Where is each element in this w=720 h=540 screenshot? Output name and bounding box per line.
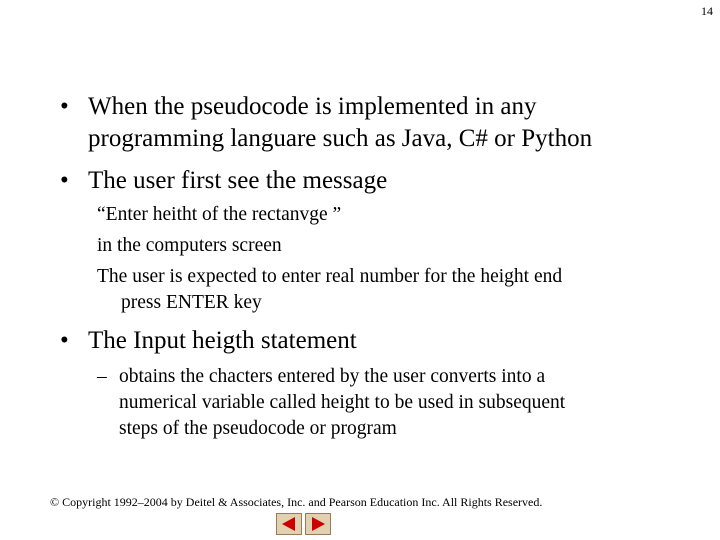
bullet-user-message (60, 165, 680, 197)
input-explanation (97, 364, 657, 442)
arrow-right-icon (306, 514, 330, 534)
copyright-footer: © Copyright 1992–2004 by Deitel & Associates, Inc. and Pearson Education Inc. All Rights Reserved. (50, 495, 543, 509)
explanation-line: obtains the chacters entered by the user converts into a (119, 366, 546, 387)
arrow-left-icon (277, 514, 301, 534)
bullet-line: programming languare such as Java, C# or Python (88, 125, 593, 152)
bullet-marker: • (60, 93, 69, 120)
dash-marker: – (97, 366, 107, 387)
expectation-text (97, 264, 657, 316)
explanation-line: steps of the pseudocode or program (119, 418, 397, 439)
message-text: “Enter heitht of the rectanvge ” (97, 204, 342, 225)
bullet-line: When the pseudocode is implemented in any (88, 93, 537, 120)
bullet-marker: • (60, 167, 69, 194)
bullet-line: The user first see the message (88, 167, 388, 194)
bullet-implementation (60, 91, 680, 155)
bullet-input-statement (60, 325, 680, 357)
next-slide-button[interactable] (305, 513, 331, 535)
bullet-marker: • (60, 327, 69, 354)
expectation-line: press ENTER key (121, 292, 262, 313)
expectation-line: The user is expected to enter real number for the height end (97, 266, 563, 287)
explanation-line: numerical variable called height to be used in subsequent (119, 392, 566, 413)
screen-location-text: in the computers screen (97, 235, 282, 256)
bullet-line: The Input heigth statement (88, 327, 357, 354)
page-number: 14 (701, 4, 713, 18)
previous-slide-button[interactable] (276, 513, 302, 535)
